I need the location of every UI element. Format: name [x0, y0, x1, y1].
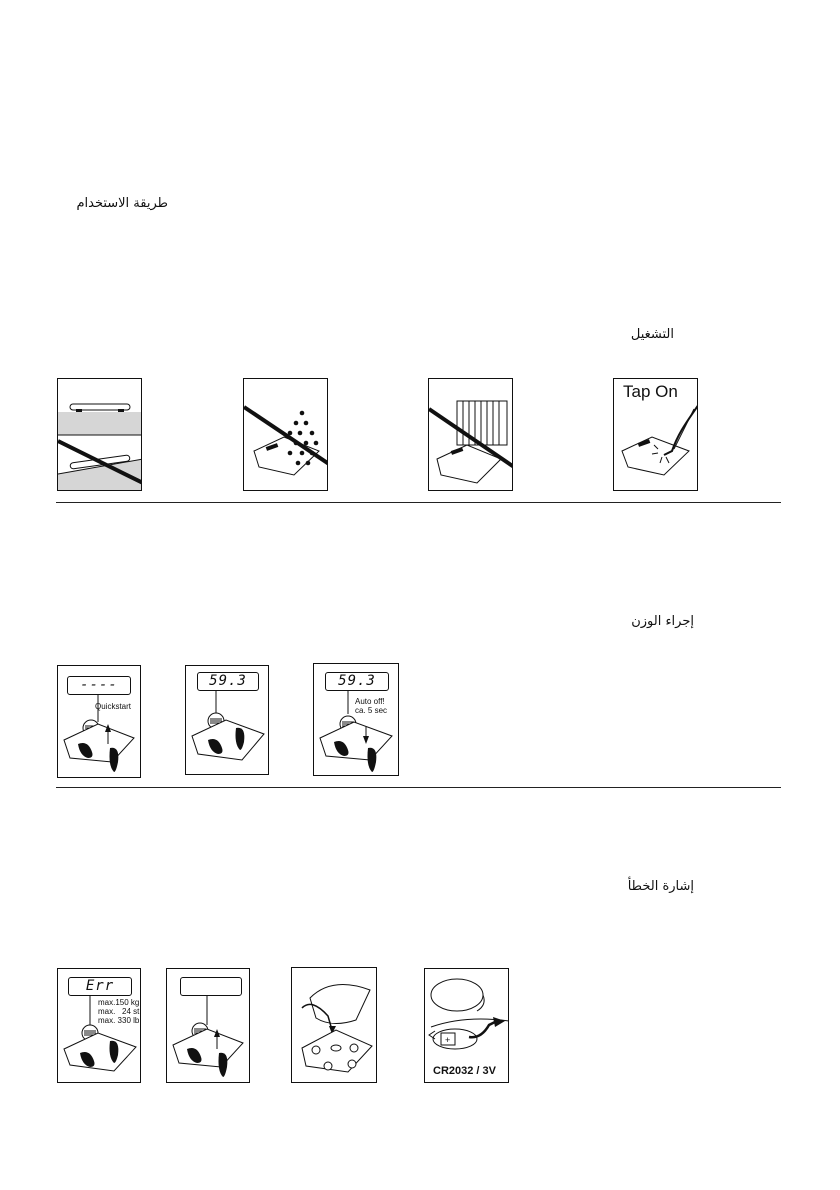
- quickstart-note: Quickstart: [95, 702, 132, 711]
- turn-over-panel: [291, 967, 377, 1083]
- scale-overload-illustration: [58, 969, 141, 1083]
- battery-type-label: CR2032 / 3V: [433, 1065, 496, 1077]
- display-weight: 59.3: [197, 672, 259, 691]
- scale-step-off-illustration: [314, 664, 399, 776]
- blank-display-panel: [166, 968, 250, 1083]
- scale-feet-up-illustration: [58, 666, 141, 778]
- section-divider: [56, 502, 781, 503]
- quickstart-panel: [57, 665, 141, 778]
- battery-panel: [424, 968, 509, 1083]
- auto-off-panel: [313, 663, 399, 776]
- display-weight-auto-off: 59.3: [325, 672, 389, 691]
- page-title: طريقة الاستخدام: [76, 196, 168, 211]
- no-moisture-panel: [243, 378, 328, 491]
- section-heading-error: إشارة الخطأ: [627, 879, 694, 894]
- section-heading-weighing: إجراء الوزن: [631, 614, 694, 629]
- tap-on-panel: [613, 378, 698, 491]
- tap-on-label: Tap On: [623, 382, 678, 401]
- section-divider: [56, 787, 781, 788]
- auto-off-note: Auto off! ca. 5 sec: [355, 697, 388, 715]
- scale-retry-illustration: [167, 969, 250, 1083]
- display-dashes: ----: [67, 676, 131, 695]
- no-heat-panel: [428, 378, 513, 491]
- floor-illustration: [58, 379, 142, 491]
- floor-panel: [57, 378, 142, 491]
- max-load-note: max.150 kg max. 24 st max. 330 lb: [98, 998, 140, 1025]
- scale-underside-illustration: [292, 968, 377, 1083]
- heat-illustration: [429, 379, 513, 491]
- scale-feet-on-illustration: [186, 666, 269, 775]
- weigh-panel: [185, 665, 269, 775]
- tap-on-illustration: [614, 379, 698, 491]
- display-error: Err: [68, 977, 132, 996]
- svg-text:+: +: [445, 1035, 451, 1045]
- moisture-illustration: [244, 379, 328, 491]
- error-panel: [57, 968, 141, 1083]
- section-heading-operation: التشغيل: [630, 327, 674, 342]
